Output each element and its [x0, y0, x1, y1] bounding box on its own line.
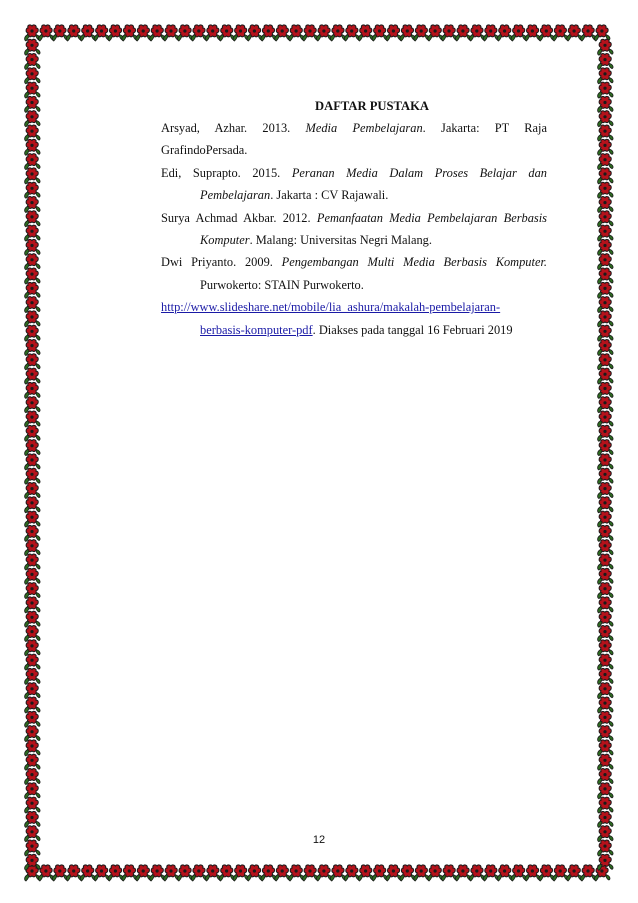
red-flower-icon — [191, 865, 206, 881]
red-flower-icon — [25, 597, 40, 613]
red-flower-icon — [52, 25, 67, 41]
red-flower-icon — [539, 25, 554, 41]
reference-author: Edi, Suprapto. 2015. — [161, 165, 292, 180]
red-flower-icon — [233, 25, 248, 41]
red-flower-icon — [497, 865, 512, 881]
red-flower-icon — [122, 865, 137, 881]
reference-entry-slideshare — [161, 296, 547, 341]
red-flower-icon — [598, 39, 613, 55]
red-flower-icon — [598, 597, 613, 613]
red-flower-icon — [25, 497, 40, 513]
reference-title: Peranan Media Dalam Proses Belajar dan — [291, 165, 547, 180]
red-flower-icon — [400, 25, 415, 41]
red-flower-icon — [598, 554, 613, 570]
red-flower-icon — [66, 865, 81, 881]
red-flower-icon — [598, 282, 613, 298]
red-flower-icon — [344, 25, 359, 41]
red-flower-icon — [330, 865, 345, 881]
red-flower-icon — [25, 125, 40, 141]
red-flower-icon — [598, 397, 613, 413]
red-flower-icon — [598, 697, 613, 713]
red-flower-icon — [598, 168, 613, 184]
reference-entry-arsyad — [161, 117, 547, 162]
red-flower-icon — [122, 25, 137, 41]
red-flower-icon — [428, 865, 443, 881]
red-flower-icon — [275, 865, 290, 881]
red-flower-icon — [25, 268, 40, 284]
reference-title: Media Pembelajaran — [305, 121, 423, 135]
reference-url-link[interactable]: http://www.slideshare.net/mobile/lia_ashura/makalah-pembelajaran- — [161, 300, 501, 315]
red-flower-icon — [598, 797, 613, 813]
red-flower-icon — [598, 640, 613, 656]
red-flower-icon — [598, 182, 613, 198]
red-flower-icon — [25, 654, 40, 670]
red-flower-icon — [525, 25, 540, 41]
red-flower-icon — [25, 182, 40, 198]
red-flower-icon — [25, 754, 40, 770]
red-flower-icon — [25, 168, 40, 184]
red-flower-icon — [386, 865, 401, 881]
red-flower-icon — [66, 25, 81, 41]
red-flower-icon — [25, 711, 40, 727]
red-flower-icon — [247, 25, 262, 41]
red-flower-icon — [595, 25, 610, 41]
red-flower-icon — [25, 225, 40, 241]
reference-author: Surya Achmad Akbar. 2012. — [161, 210, 317, 225]
red-flower-icon — [25, 440, 40, 456]
red-flower-icon — [483, 865, 498, 881]
red-flower-icon — [598, 254, 613, 270]
red-flower-icon — [178, 25, 193, 41]
red-flower-icon — [25, 568, 40, 584]
red-flower-icon — [25, 239, 40, 255]
red-flower-icon — [25, 740, 40, 756]
reference-line — [161, 117, 547, 139]
red-flower-icon — [25, 54, 40, 70]
red-flower-icon — [358, 25, 373, 41]
red-flower-icon — [598, 68, 613, 84]
red-flower-icon — [39, 25, 54, 41]
red-flower-icon — [598, 197, 613, 213]
reference-entry-edi — [161, 162, 547, 207]
red-flower-icon — [25, 769, 40, 785]
red-flower-icon — [261, 25, 276, 41]
red-flower-icon — [581, 865, 596, 881]
red-flower-icon — [178, 865, 193, 881]
red-flower-icon — [25, 468, 40, 484]
red-flower-icon — [108, 25, 123, 41]
page-number: 12 — [312, 834, 326, 846]
red-flower-icon — [598, 82, 613, 98]
red-flower-icon — [358, 865, 373, 881]
red-flower-icon — [164, 865, 179, 881]
red-flower-icon — [414, 25, 429, 41]
red-flower-icon — [372, 25, 387, 41]
red-flower-icon — [598, 711, 613, 727]
reference-line — [161, 139, 547, 161]
red-flower-icon — [344, 865, 359, 881]
red-flower-icon — [598, 740, 613, 756]
red-flower-icon — [150, 25, 165, 41]
red-flower-icon — [25, 554, 40, 570]
red-flower-icon — [233, 865, 248, 881]
red-flower-icon — [25, 797, 40, 813]
red-flower-icon — [25, 668, 40, 684]
red-flower-icon — [164, 25, 179, 41]
reference-entry-dwi — [161, 251, 547, 296]
red-flower-icon — [598, 483, 613, 499]
red-flower-icon — [598, 139, 613, 155]
red-flower-icon — [372, 865, 387, 881]
red-flower-icon — [598, 225, 613, 241]
red-flower-icon — [598, 511, 613, 527]
red-flower-icon — [25, 411, 40, 427]
red-flower-icon — [219, 865, 234, 881]
red-flower-icon — [25, 325, 40, 341]
reference-title: Pemanfaatan Media Pembelajaran Berbasis — [316, 210, 547, 225]
red-flower-icon — [598, 654, 613, 670]
reference-author: Arsyad, Azhar. 2013. — [161, 121, 306, 135]
reference-line — [161, 162, 547, 184]
reference-title: Komputer — [200, 233, 250, 248]
reference-publisher: . Jakarta : CV Rajawali. — [270, 188, 389, 203]
red-flower-icon — [303, 865, 318, 881]
red-flower-icon — [136, 25, 151, 41]
red-flower-icon — [219, 25, 234, 41]
red-flower-icon — [598, 783, 613, 799]
red-flower-icon — [330, 25, 345, 41]
red-flower-icon — [150, 865, 165, 881]
red-flower-icon — [581, 25, 596, 41]
red-flower-icon — [456, 865, 471, 881]
red-flower-icon — [442, 865, 457, 881]
red-flower-icon — [25, 82, 40, 98]
red-flower-icon — [25, 640, 40, 656]
red-flower-icon — [497, 25, 512, 41]
reference-access-date: . Diakses pada tanggal 16 Februari 2019 — [312, 322, 513, 337]
red-flower-icon — [598, 340, 613, 356]
reference-publisher: GrafindoPersada. — [161, 143, 248, 158]
red-flower-icon — [25, 282, 40, 298]
red-flower-icon — [598, 354, 613, 370]
red-flower-icon — [25, 311, 40, 327]
red-flower-icon — [25, 368, 40, 384]
red-flower-icon — [25, 511, 40, 527]
reference-publisher: Purwokerto: STAIN Purwokerto. — [200, 277, 364, 292]
red-flower-icon — [386, 25, 401, 41]
red-flower-icon — [598, 311, 613, 327]
red-flower-icon — [469, 865, 484, 881]
red-flower-icon — [261, 865, 276, 881]
red-flower-icon — [553, 25, 568, 41]
red-flower-icon — [247, 865, 262, 881]
red-flower-icon — [39, 865, 54, 881]
red-flower-icon — [414, 865, 429, 881]
red-flower-icon — [80, 865, 95, 881]
red-flower-icon — [598, 769, 613, 785]
red-flower-icon — [598, 325, 613, 341]
red-flower-icon — [598, 411, 613, 427]
red-flower-icon — [25, 96, 40, 112]
reference-title: Pembelajaran — [200, 188, 271, 203]
red-flower-icon — [598, 454, 613, 470]
red-flower-icon — [598, 96, 613, 112]
red-flower-icon — [598, 125, 613, 141]
red-flower-icon — [205, 865, 220, 881]
red-flower-icon — [539, 865, 554, 881]
red-flower-icon — [25, 211, 40, 227]
red-flower-icon — [25, 726, 40, 742]
red-flower-icon — [598, 211, 613, 227]
red-flower-icon — [25, 483, 40, 499]
red-flower-icon — [598, 811, 613, 827]
reference-line — [161, 229, 547, 251]
red-flower-icon — [25, 583, 40, 599]
red-flower-icon — [25, 354, 40, 370]
red-flower-icon — [598, 425, 613, 441]
red-flower-icon — [25, 425, 40, 441]
red-flower-icon — [80, 25, 95, 41]
red-flower-icon — [25, 139, 40, 155]
reference-line — [161, 274, 547, 296]
reference-title: Pengembangan Multi Media Berbasis Komputer. — [281, 255, 547, 270]
red-flower-icon — [303, 25, 318, 41]
red-flower-icon — [598, 54, 613, 70]
red-flower-icon — [191, 25, 206, 41]
reference-url-link[interactable]: berbasis-komputer-pdf — [200, 322, 313, 337]
red-flower-icon — [25, 540, 40, 556]
red-flower-icon — [25, 39, 40, 55]
red-flower-icon — [598, 726, 613, 742]
red-flower-icon — [317, 865, 332, 881]
bibliography-page — [161, 95, 547, 341]
red-flower-icon — [25, 25, 40, 41]
reference-line — [161, 184, 547, 206]
red-flower-icon — [511, 25, 526, 41]
red-flower-icon — [598, 111, 613, 127]
red-flower-icon — [25, 340, 40, 356]
red-flower-icon — [25, 297, 40, 313]
page-title: DAFTAR PUSTAKA — [315, 99, 429, 113]
red-flower-icon — [25, 68, 40, 84]
reference-line — [161, 296, 547, 318]
reference-publisher: . Malang: Universitas Negri Malang. — [249, 233, 432, 248]
red-flower-icon — [25, 254, 40, 270]
red-flower-icon — [598, 468, 613, 484]
red-flower-icon — [598, 540, 613, 556]
red-flower-icon — [25, 397, 40, 413]
red-flower-icon — [108, 865, 123, 881]
reference-line — [161, 251, 547, 273]
red-flower-icon — [595, 865, 610, 881]
red-flower-icon — [94, 865, 109, 881]
red-flower-icon — [275, 25, 290, 41]
red-flower-icon — [553, 865, 568, 881]
red-flower-icon — [25, 454, 40, 470]
reference-entry-surya — [161, 207, 547, 252]
red-flower-icon — [25, 382, 40, 398]
red-flower-icon — [598, 382, 613, 398]
reference-line — [161, 207, 547, 229]
red-flower-icon — [598, 154, 613, 170]
red-flower-icon — [442, 25, 457, 41]
red-flower-icon — [25, 111, 40, 127]
red-flower-icon — [598, 497, 613, 513]
red-flower-icon — [428, 25, 443, 41]
red-flower-icon — [205, 25, 220, 41]
red-flower-icon — [25, 197, 40, 213]
red-flower-icon — [136, 865, 151, 881]
red-flower-icon — [598, 568, 613, 584]
red-flower-icon — [469, 25, 484, 41]
red-flower-icon — [289, 865, 304, 881]
red-flower-icon — [317, 25, 332, 41]
red-flower-icon — [25, 783, 40, 799]
red-flower-icon — [456, 25, 471, 41]
red-flower-icon — [525, 865, 540, 881]
red-flower-icon — [598, 611, 613, 627]
red-flower-icon — [567, 25, 582, 41]
red-flower-icon — [25, 697, 40, 713]
red-flower-icon — [598, 297, 613, 313]
red-flower-icon — [598, 440, 613, 456]
red-flower-icon — [400, 865, 415, 881]
red-flower-icon — [598, 525, 613, 541]
reference-line — [161, 319, 547, 341]
red-flower-icon — [511, 865, 526, 881]
red-flower-icon — [25, 626, 40, 642]
red-flower-icon — [25, 525, 40, 541]
red-flower-icon — [289, 25, 304, 41]
red-flower-icon — [25, 611, 40, 627]
red-flower-icon — [598, 583, 613, 599]
red-flower-icon — [52, 865, 67, 881]
red-flower-icon — [598, 626, 613, 642]
red-flower-icon — [94, 25, 109, 41]
red-flower-icon — [25, 811, 40, 827]
red-flower-icon — [598, 268, 613, 284]
red-flower-icon — [567, 865, 582, 881]
red-flower-icon — [598, 754, 613, 770]
red-flower-icon — [598, 668, 613, 684]
red-flower-icon — [25, 683, 40, 699]
reference-publisher: . Jakarta: PT Raja — [422, 121, 547, 135]
red-flower-icon — [598, 368, 613, 384]
red-flower-icon — [25, 154, 40, 170]
red-flower-icon — [483, 25, 498, 41]
red-flower-icon — [598, 683, 613, 699]
reference-author: Dwi Priyanto. 2009. — [161, 255, 282, 270]
red-flower-icon — [598, 239, 613, 255]
